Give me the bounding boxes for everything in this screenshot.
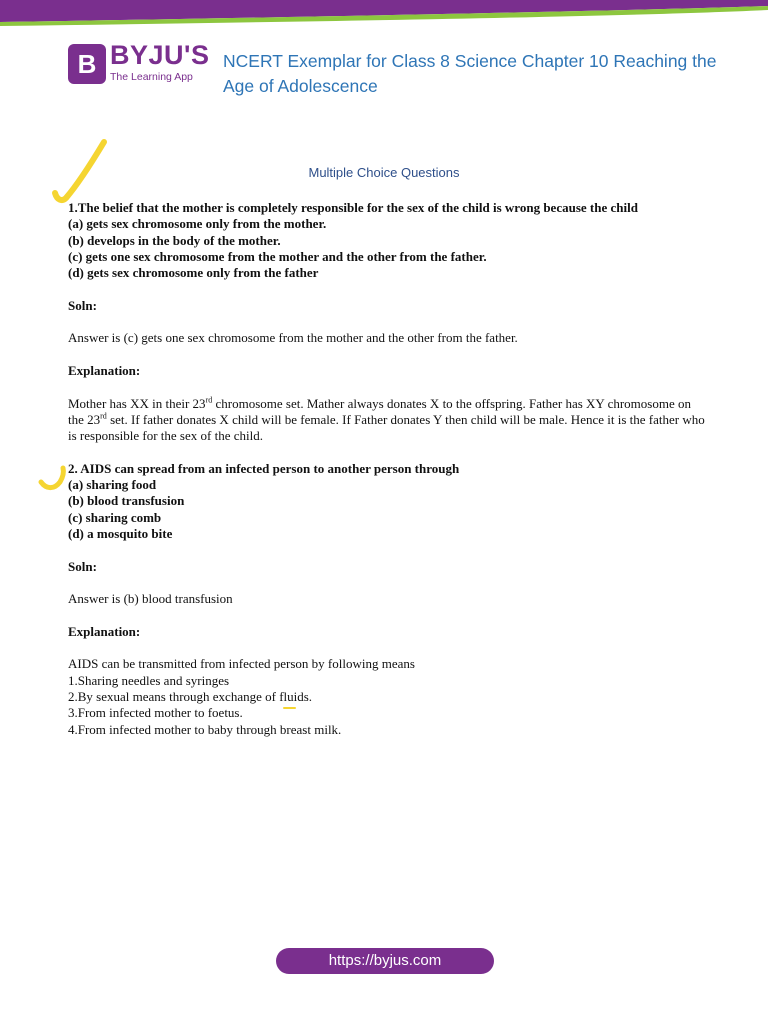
q1-option-d: (d) gets sex chromosome only from the father [68, 265, 319, 281]
q2-exp-line-0: AIDS can be transmitted from infected person by following means [68, 656, 415, 672]
logo-name: BYJU'S [110, 40, 210, 70]
q2-soln-label: Soln: [68, 558, 97, 574]
logo-letter: B [77, 49, 97, 79]
logo-badge [68, 44, 106, 84]
q2-answer: Answer is (b) blood transfusion [68, 591, 233, 607]
q2-option-b: (b) blood transfusion [68, 493, 185, 509]
q2-exp-line-4: 4.From infected mother to baby through breast milk. [68, 721, 342, 737]
q1-exp-part-3: set. If father donates X child will be female. If Father donates Y then child will be male. Hence it is the father who is responsible for the sex of the child. [68, 411, 705, 444]
q1-option-c: (c) gets one sex chromosome from the mother and the other from the father. [68, 248, 487, 264]
q2-option-c: (c) sharing comb [68, 509, 162, 525]
page-title: NCERT Exemplar for Class 8 Science Chapter 10 Reaching the Age of Adolescence [223, 51, 717, 96]
yellow-tick-mark-icon [36, 462, 70, 496]
logo-tagline: The Learning App [110, 71, 193, 83]
question-1: 1.The belief that the mother is completely responsible for the sex of the child is wrong because the child [68, 200, 638, 215]
yellow-check-mark-icon [44, 136, 114, 208]
q2-exp-line-3: 3.From infected mother to foetus. [68, 705, 243, 721]
top-decorative-band [0, 0, 768, 26]
q2-explanation-label: Explanation: [68, 623, 141, 639]
main-content [68, 200, 708, 738]
q1-explanation-label: Explanation: [68, 362, 141, 378]
q2-exp-line-1: 1.Sharing needles and syringes [68, 672, 230, 688]
footer-url-link[interactable]: https://byjus.com [276, 948, 494, 974]
q1-explanation [68, 396, 708, 445]
q1-soln-label: Soln: [68, 297, 97, 313]
question-2: 2. AIDS can spread from an infected person to another person through [68, 460, 460, 476]
q1-exp-part-2: chromosome set. Mather always donates X to the offspring. Father has XY chromosome on the 23 [68, 395, 691, 427]
section-title [0, 165, 768, 180]
q1-option-a: (a) gets sex chromosome only from the mother. [68, 216, 327, 232]
q2-exp-line-2: 2.By sexual means through exchange of fluids. [68, 688, 313, 704]
q2-option-d: (d) a mosquito bite [68, 525, 173, 541]
q1-exp-part-1: Mother has XX in their 23 [68, 395, 206, 411]
q1-answer: Answer is (c) gets one sex chromosome from the mother and the other from the father. [68, 330, 518, 346]
q1-exp-sup-2: rd [100, 411, 107, 421]
byjus-logo [68, 40, 210, 86]
q1-exp-sup-1: rd [205, 395, 213, 405]
q1-option-b: (b) develops in the body of the mother. [68, 232, 281, 248]
section-title-text: Multiple Choice Questions [308, 165, 460, 180]
q2-option-a: (a) sharing food [68, 477, 157, 493]
